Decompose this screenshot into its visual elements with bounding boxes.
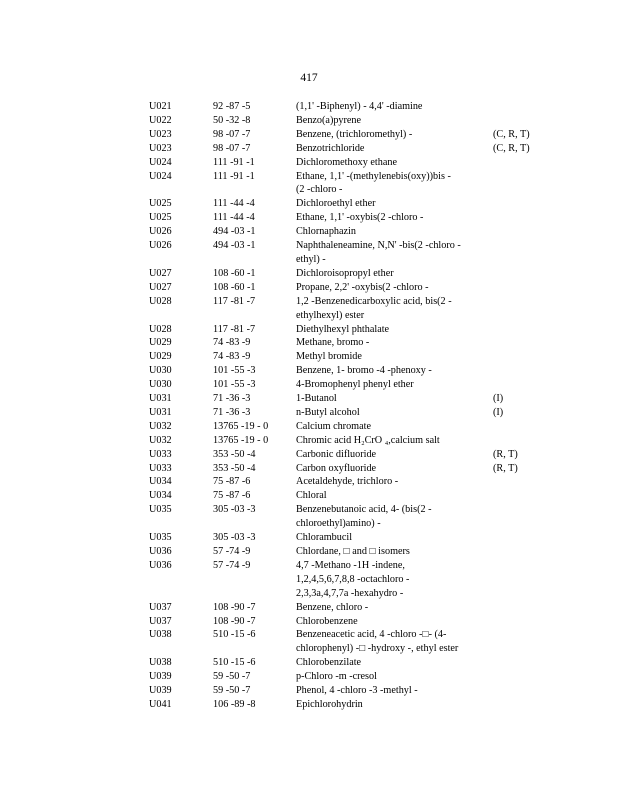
waste-code: U023 bbox=[149, 142, 172, 154]
hazard-code: (R, T) bbox=[493, 448, 518, 460]
listing-row bbox=[0, 448, 618, 462]
hazard-code: (I) bbox=[493, 406, 504, 418]
substance-name bbox=[296, 656, 486, 670]
substance-name bbox=[296, 142, 486, 156]
cas-number: 117 -81 -7 bbox=[213, 323, 256, 335]
substance-name bbox=[296, 350, 486, 364]
cas-number: 92 -87 -5 bbox=[213, 101, 251, 112]
substance-name bbox=[296, 601, 486, 615]
cas-number: 59 -50 -7 bbox=[213, 671, 251, 683]
substance-name-line: Naphthaleneamine, N,N' -bis(2 -chloro - bbox=[296, 240, 461, 252]
substance-name-line: 1,2,4,5,6,7,8,8 -octachloro - bbox=[296, 573, 410, 585]
substance-name-line: Methane, bromo - bbox=[296, 337, 370, 349]
substance-name bbox=[296, 281, 486, 295]
waste-code: U038 bbox=[149, 629, 172, 641]
cas-number: 13765 -19 - 0 bbox=[213, 420, 269, 432]
listing-row bbox=[0, 295, 618, 323]
substance-name-line: Chloral bbox=[296, 490, 327, 502]
substance-name-line: chlorophenyl) -□ -hydroxy -, ethyl ester bbox=[296, 643, 459, 655]
waste-code: U028 bbox=[149, 295, 172, 307]
substance-name-line: Diethylhexyl phthalate bbox=[296, 323, 390, 335]
cas-number: 101 -55 -3 bbox=[213, 379, 256, 391]
substance-name-line: 1,2 -Benzenedicarboxylic acid, bis(2 - bbox=[296, 295, 452, 307]
waste-code: U027 bbox=[149, 267, 172, 279]
cas-number: 108 -90 -7 bbox=[213, 601, 256, 613]
substance-name-line: p-Chloro -m -cresol bbox=[296, 671, 377, 683]
listing-row bbox=[0, 197, 618, 211]
substance-name-line: Chlordane, □ and □ isomers bbox=[296, 546, 410, 557]
waste-code: U034 bbox=[149, 490, 172, 502]
substance-name-line: 2,3,3a,4,7,7a -hexahydro - bbox=[296, 587, 404, 599]
listing-row bbox=[0, 336, 618, 350]
substance-name-line: (2 -chloro - bbox=[296, 184, 343, 196]
waste-code: U036 bbox=[149, 559, 172, 571]
substance-name bbox=[296, 559, 486, 601]
substance-name-line: 4-Bromophenyl phenyl ether bbox=[296, 379, 414, 391]
waste-code: U032 bbox=[149, 434, 172, 446]
substance-name bbox=[296, 211, 486, 225]
cas-number: 50 -32 -8 bbox=[213, 114, 251, 126]
substance-name-line: Benzotrichloride bbox=[296, 142, 365, 154]
listing-row bbox=[0, 503, 618, 531]
substance-name-line: Chlorambucil bbox=[296, 532, 353, 544]
cas-number: 305 -03 -3 bbox=[213, 532, 256, 544]
substance-name bbox=[296, 170, 486, 198]
substance-name bbox=[296, 545, 486, 559]
substance-name-line: Chlornaphazin bbox=[296, 226, 356, 238]
cas-number: 353 -50 -4 bbox=[213, 448, 256, 460]
cas-number: 75 -87 -6 bbox=[213, 490, 251, 502]
waste-code: U041 bbox=[149, 698, 172, 710]
listing-row bbox=[0, 364, 618, 378]
waste-code: U038 bbox=[149, 657, 172, 669]
waste-code: U039 bbox=[149, 671, 172, 683]
listing-row bbox=[0, 170, 618, 198]
cas-number: 13765 -19 - 0 bbox=[213, 434, 269, 446]
cas-number: 74 -83 -9 bbox=[213, 337, 251, 349]
listing-row bbox=[0, 698, 618, 712]
listing-row bbox=[0, 601, 618, 615]
substance-name bbox=[296, 295, 486, 323]
cas-number: 117 -81 -7 bbox=[213, 295, 256, 307]
waste-code: U036 bbox=[149, 546, 172, 557]
substance-name-line: Dichloroisopropyl ether bbox=[296, 267, 394, 279]
cas-number: 71 -36 -3 bbox=[213, 393, 251, 405]
listing-row bbox=[0, 323, 618, 337]
substance-name bbox=[296, 434, 486, 448]
waste-code: U024 bbox=[149, 170, 172, 182]
waste-code: U035 bbox=[149, 504, 172, 516]
substance-name bbox=[296, 698, 486, 712]
substance-name bbox=[296, 462, 486, 476]
hazard-code: (I) bbox=[493, 393, 504, 405]
listing-row bbox=[0, 114, 618, 128]
waste-code: U039 bbox=[149, 685, 172, 697]
substance-name-line: Epichlorohydrin bbox=[296, 698, 363, 710]
waste-code: U025 bbox=[149, 212, 172, 224]
hazard-code: (C, R, T) bbox=[493, 142, 530, 154]
cas-number: 111 -91 -1 bbox=[213, 156, 255, 168]
substance-name-line: Ethane, 1,1' -(methylenebis(oxy))bis - bbox=[296, 170, 451, 182]
substance-name bbox=[296, 406, 486, 420]
substance-name-line: Benzene, 1- bromo -4 -phenoxy - bbox=[296, 365, 432, 377]
listing-row bbox=[0, 684, 618, 698]
cas-number: 494 -03 -1 bbox=[213, 226, 256, 238]
waste-code: U029 bbox=[149, 351, 172, 363]
waste-code: U031 bbox=[149, 406, 172, 418]
substance-name-line: Carbon oxyfluoride bbox=[296, 462, 377, 474]
cas-number: 74 -83 -9 bbox=[213, 351, 251, 363]
substance-name-line: Benzenebutanoic acid, 4- (bis(2 - bbox=[296, 504, 432, 516]
cas-number: 98 -07 -7 bbox=[213, 128, 251, 140]
cas-number: 108 -60 -1 bbox=[213, 281, 256, 293]
substance-name bbox=[296, 420, 486, 434]
substance-name-line: ethyl) - bbox=[296, 253, 326, 265]
substance-name bbox=[296, 378, 486, 392]
substance-name-line: Chlorobenzilate bbox=[296, 657, 362, 669]
substance-name bbox=[296, 503, 486, 531]
substance-name bbox=[296, 684, 486, 698]
substance-name bbox=[296, 114, 486, 128]
substance-name-line: Benzeneacetic acid, 4 -chloro -□- (4- bbox=[296, 629, 447, 641]
substance-name-line: Chlorobenzene bbox=[296, 615, 358, 627]
listing-row bbox=[0, 100, 618, 114]
cas-number: 494 -03 -1 bbox=[213, 240, 256, 252]
substance-name-line: Carbonic difluoride bbox=[296, 448, 377, 460]
substance-name-line: Methyl bromide bbox=[296, 351, 362, 363]
waste-code: U032 bbox=[149, 420, 172, 432]
waste-code: U022 bbox=[149, 114, 172, 126]
waste-code: U030 bbox=[149, 379, 172, 391]
cas-number: 111 -44 -4 bbox=[213, 198, 255, 210]
substance-name bbox=[296, 475, 486, 489]
waste-code: U024 bbox=[149, 156, 172, 168]
listing-row bbox=[0, 211, 618, 225]
substance-name-line: Calcium chromate bbox=[296, 420, 371, 432]
substance-name bbox=[296, 489, 486, 503]
waste-code: U033 bbox=[149, 462, 172, 474]
listing-row bbox=[0, 489, 618, 503]
listing-row bbox=[0, 156, 618, 170]
hazard-code: (R, T) bbox=[493, 462, 518, 474]
listing-row bbox=[0, 406, 618, 420]
substance-name bbox=[296, 239, 486, 267]
substance-name-line: Dichloroethyl ether bbox=[296, 198, 376, 210]
substance-name-line: Propane, 2,2' -oxybis(2 -chloro - bbox=[296, 281, 429, 293]
substance-name-line: Dichloromethoxy ethane bbox=[296, 156, 397, 168]
cas-number: 510 -15 -6 bbox=[213, 657, 256, 669]
listing-row bbox=[0, 531, 618, 545]
substance-name-line: Benzo(a)pyrene bbox=[296, 114, 362, 126]
waste-code: U035 bbox=[149, 532, 172, 544]
cas-number: 57 -74 -9 bbox=[213, 559, 251, 571]
waste-code: U026 bbox=[149, 240, 172, 252]
cas-number: 111 -44 -4 bbox=[213, 212, 255, 224]
cas-number: 57 -74 -9 bbox=[213, 546, 251, 557]
substance-name-line: 4,7 -Methano -1H -indene, bbox=[296, 559, 405, 571]
waste-code: U037 bbox=[149, 601, 172, 613]
listing-row bbox=[0, 656, 618, 670]
listing-row bbox=[0, 281, 618, 295]
cas-number: 101 -55 -3 bbox=[213, 365, 256, 377]
cas-number: 305 -03 -3 bbox=[213, 504, 256, 516]
listing-row bbox=[0, 545, 618, 559]
substance-name bbox=[296, 670, 486, 684]
substance-name bbox=[296, 615, 486, 629]
substance-name bbox=[296, 323, 486, 337]
waste-code: U021 bbox=[149, 101, 172, 112]
listing-row bbox=[0, 559, 618, 601]
waste-code: U031 bbox=[149, 393, 172, 405]
waste-code: U026 bbox=[149, 226, 172, 238]
waste-code: U029 bbox=[149, 337, 172, 349]
substance-name-line: Benzene, (trichloromethyl) - bbox=[296, 128, 413, 140]
substance-name-line: 1-Butanol bbox=[296, 393, 337, 405]
substance-name-line: Benzene, chloro - bbox=[296, 601, 369, 613]
substance-name-line: chloroethyl)amino) - bbox=[296, 518, 381, 530]
listing-row bbox=[0, 420, 618, 434]
listing-row bbox=[0, 475, 618, 489]
cas-number: 71 -36 -3 bbox=[213, 406, 251, 418]
cas-number: 111 -91 -1 bbox=[213, 170, 255, 182]
listing-row bbox=[0, 628, 618, 656]
cas-number: 59 -50 -7 bbox=[213, 685, 251, 697]
substance-name-line: Chromic acid H₂CrO ₄,calcium salt bbox=[296, 434, 440, 446]
substance-name bbox=[296, 156, 486, 170]
substance-name-line: Ethane, 1,1' -oxybis(2 -chloro - bbox=[296, 212, 424, 224]
listing-row bbox=[0, 670, 618, 684]
cas-number: 108 -60 -1 bbox=[213, 267, 256, 279]
waste-code: U030 bbox=[149, 365, 172, 377]
listing-row bbox=[0, 350, 618, 364]
listing-row bbox=[0, 142, 618, 156]
substance-name-line: ethylhexyl) ester bbox=[296, 309, 365, 321]
substance-name bbox=[296, 448, 486, 462]
substance-name bbox=[296, 267, 486, 281]
hazardous-waste-listing bbox=[0, 100, 618, 712]
listing-row bbox=[0, 462, 618, 476]
listing-row bbox=[0, 267, 618, 281]
listing-row bbox=[0, 615, 618, 629]
substance-name bbox=[296, 531, 486, 545]
waste-code: U025 bbox=[149, 198, 172, 210]
waste-code: U027 bbox=[149, 281, 172, 293]
waste-code: U028 bbox=[149, 323, 172, 335]
cas-number: 75 -87 -6 bbox=[213, 476, 251, 488]
waste-code: U034 bbox=[149, 476, 172, 488]
listing-row bbox=[0, 239, 618, 267]
substance-name bbox=[296, 364, 486, 378]
page-number: 417 bbox=[300, 72, 318, 84]
substance-name bbox=[296, 100, 486, 114]
substance-name-line: (1,1' -Biphenyl) - 4,4' -diamine bbox=[296, 101, 423, 112]
substance-name bbox=[296, 628, 486, 656]
substance-name-line: n-Butyl alcohol bbox=[296, 406, 360, 418]
substance-name-line: Phenol, 4 -chloro -3 -methyl - bbox=[296, 685, 418, 697]
cas-number: 108 -90 -7 bbox=[213, 615, 256, 627]
cas-number: 353 -50 -4 bbox=[213, 462, 256, 474]
waste-code: U033 bbox=[149, 448, 172, 460]
listing-row bbox=[0, 225, 618, 239]
substance-name-line: Acetaldehyde, trichloro - bbox=[296, 476, 399, 488]
substance-name bbox=[296, 197, 486, 211]
waste-code: U023 bbox=[149, 128, 172, 140]
cas-number: 510 -15 -6 bbox=[213, 629, 256, 641]
listing-row bbox=[0, 392, 618, 406]
listing-row bbox=[0, 434, 618, 448]
cas-number: 106 -89 -8 bbox=[213, 698, 256, 710]
listing-row bbox=[0, 378, 618, 392]
substance-name bbox=[296, 225, 486, 239]
waste-code: U037 bbox=[149, 615, 172, 627]
substance-name bbox=[296, 336, 486, 350]
listing-row bbox=[0, 128, 618, 142]
substance-name bbox=[296, 128, 486, 142]
cas-number: 98 -07 -7 bbox=[213, 142, 251, 154]
hazard-code: (C, R, T) bbox=[493, 128, 530, 140]
substance-name bbox=[296, 392, 486, 406]
